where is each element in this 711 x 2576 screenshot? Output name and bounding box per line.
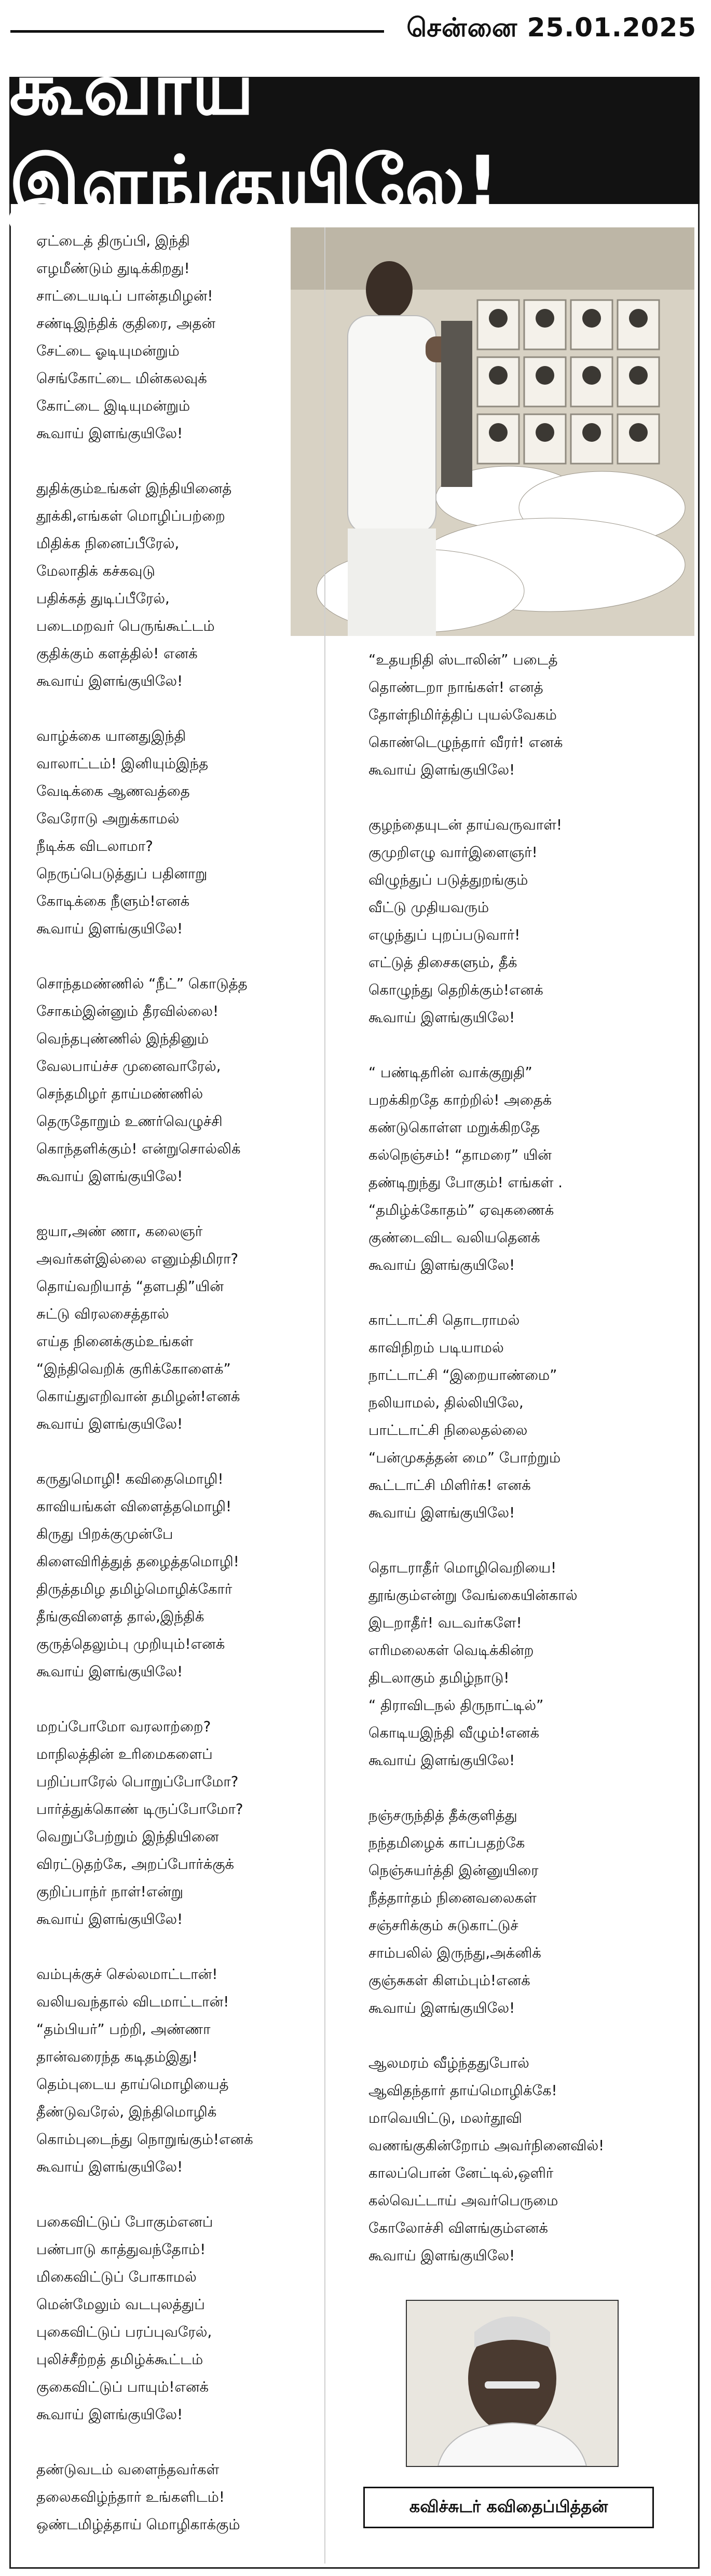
verse-line: குஞ்சுகள் கிளம்பும்!எனக் [368,1972,530,1989]
stanza [36,2208,311,2429]
verse-line: “தம்பியர்” பற்றி, அண்ணா [36,2021,211,2038]
verse-line: கண்டுகொள்ள மறுக்கிறதே [368,1119,540,1136]
verse-line: கருதுமொழி! கவிதைமொழி! [36,1471,224,1487]
verse-line: ஒண்டமிழ்த்தாய் மொழிகாக்கும் [36,2516,240,2533]
verse-line: சோகம்இன்னும் தீரவில்லை! [36,1003,219,1020]
verse-line: பகைவிட்டுப் போகும்எனப் [36,2214,213,2230]
verse-line: கூவாய் இளங்குயிலே! [368,1752,515,1769]
verse-line: மாநிலத்தின் உரிமைகளைப் [36,1746,213,1762]
verse-line: கொழுந்து தெறிக்கும்!எனக் [368,982,543,998]
verse-line: கூட்டாட்சி மிளிர்க! எனக் [368,1477,531,1494]
stanza [36,2456,311,2539]
verse-line: எழமீண்டும் துடிக்கிறது! [36,260,190,277]
verse-line: திடலாகும் தமிழ்நாடு! [368,1670,510,1686]
verse-line: கொடியஇந்தி வீழும்!எனக் [368,1725,540,1741]
verse-line: வேலபாய்ச்ச முனைவாரேல், [36,1058,221,1075]
verse-line: வெறுப்பேற்றும் இந்தியினை [36,1828,219,1845]
stanza [36,1218,311,1438]
verse-line: கிளைவிரித்துத் தழைத்தமொழி! [36,1553,239,1570]
verse-line: நந்தமிழைக் காப்பதற்கே [368,1835,525,1851]
stanza [368,1059,638,1279]
verse-line: கூவாய் இளங்குயிலே! [36,1663,183,1680]
verse-line: பாட்டாட்சி நிலைதல்லை [368,1422,528,1439]
verse-line: தூங்கும்என்று வேங்கையின்கால் [368,1587,578,1604]
verse-line: நாட்டாட்சி “இறையாண்மை” [368,1367,557,1384]
verse-line: காட்டாட்சி தொடராமல் [368,1312,520,1328]
verse-line: குறிப்பாந்ர் நாள்!என்று [36,1883,183,1900]
verse-line: கோலோச்சி விளங்கும்எனக் [368,2220,549,2236]
verse-line: தண்டிறுந்து போகும்! எங்கள் . [368,1174,563,1191]
verse-line: செங்கோட்டை மின்கலவுக் [36,370,207,387]
poem-right-column [368,646,638,2297]
stanza [36,1466,311,1686]
verse-line: கூவாய் இளங்குயிலே! [368,1257,515,1273]
news-photo [291,227,694,636]
verse-line: கோட்டை இடியுமன்றும் [36,398,190,414]
verse-line: “தமிழ்க்கோதம்” ஏவுகணைக் [368,1202,554,1218]
stanza [368,811,638,1032]
verse-line: கூவாய் இளங்குயிலே! [368,2000,515,2016]
verse-line: தொடராதீர் மொழிவெறியை! [368,1560,557,1576]
dateline-text: சென்னை 25.01.2025 [406,12,696,43]
verse-line: புகைவிட்டுப் பரப்புவரேல், [36,2324,212,2340]
verse-line: ஆவிதந்தார் தாய்மொழிக்கே! [368,2082,557,2099]
verse-line: வெந்தபுண்ணில் இந்தினும் [36,1031,209,1047]
verse-line: தெம்புடைய தாய்மொழியைத் [36,2076,229,2093]
verse-line: மிகைவிட்டுப் போகாமல் [36,2269,197,2285]
poem-title: கூவாய் இளங்குயிலே! [9,46,500,225]
verse-line: கூவாய் இளங்குயிலே! [36,425,183,442]
verse-line: குண்டைவிட வலியதெனக் [368,1229,540,1246]
stanza [368,646,638,784]
stanza [36,1961,311,2181]
verse-line: ஐயா,அண் ணா, கலைஞர் [36,1223,203,1240]
verse-line: குதிக்கும் களத்தில்! எனக் [36,645,198,662]
verse-line: சொந்தமண்ணில் “நீட்” கொடுத்த [36,975,248,992]
verse-line: கூவாய் இளங்குயிலே! [36,2406,183,2423]
verse-line: பார்த்துக்கொண் டிருப்போமோ? [36,1801,243,1818]
verse-line: கூவாய் இளங்குயிலே! [368,2247,515,2264]
stanza [36,475,311,695]
verse-line: நெஞ்சுயர்த்தி இன்னுயிரை [368,1862,539,1879]
verse-line: எழுந்துப் புறப்படுவார்! [368,927,521,943]
verse-line: செந்தமிழர் தாய்மண்ணில் [36,1086,203,1102]
verse-line: ஏட்டைத் திருப்பி, இந்தி [36,233,190,249]
verse-line: தூக்கி,எங்கள் மொழிப்பற்றை [36,508,225,524]
verse-line: காலப்பொன் னேட்டில்,ஒளிர் [368,2165,554,2181]
verse-line: பறிப்பாரேல் பொறுப்போமோ? [36,1773,239,1790]
verse-line: தோள்நிமிர்த்திப் புயல்வேகம் [368,707,557,723]
verse-line: தீங்குவிளைத் தால்,இந்திக் [36,1608,204,1625]
stanza [368,1307,638,1527]
stanza [36,723,311,943]
verse-line: தண்டுவடம் வளைந்தவர்கள் [36,2461,220,2478]
verse-line: சேட்டை ஓடியுமன்றும் [36,343,180,359]
verse-line: கொய்துஎறிவான் தமிழன்!எனக் [36,1388,240,1405]
verse-line: நீடிக்க விடலாமா? [36,838,153,855]
poem-left-column [36,227,311,2566]
verse-line: கொம்புடைந்து நொறுங்கும்!எனக் [36,2131,253,2148]
verse-line: பதிக்கத் துடிப்பீரேல், [36,590,170,607]
verse-line: கூவாய் இளங்குயிலே! [368,1504,515,1521]
verse-line: கல்வெட்டாய் அவர்பெருமை [368,2192,558,2209]
verse-line: புலிச்சீற்றத் தமிழ்க்கூட்டம் [36,2351,203,2368]
verse-line: கூவாய் இளங்குயிலே! [36,673,183,689]
verse-line: குழந்தையுடன் தாய்வருவாள்! [368,817,563,833]
verse-line: சாம்பலில் இருந்து,அக்னிக் [368,1945,541,1961]
verse-line: தலைகவிழ்ந்தார் உங்களிடம்! [36,2489,225,2505]
verse-line: தொய்வறியாத் “தளபதி”யின் [36,1278,224,1295]
verse-line: குகைவிட்டுப் பாயும்!எனக் [36,2379,209,2395]
stanza [36,227,311,448]
verse-line: இடறாதீர்! வடவர்களே! [368,1615,522,1631]
verse-line: சண்டிஇந்திக் குதிரை, அதன் [36,315,216,332]
verse-line: குருத்தெலும்பு முறியும்!எனக் [36,1636,225,1652]
verse-line: தான்வரைந்த கடிதம்இது! [36,2049,198,2065]
verse-line: விழுந்துப் படுத்துறங்கும் [368,872,528,888]
verse-line: கொண்டெழுந்தார் வீரர்! எனக் [368,734,563,751]
verse-line: மறப்போமோ வரலாற்றை? [36,1718,211,1735]
verse-line: படைமறவர் பெருங்கூட்டம் [36,618,215,634]
verse-line: ஆலமரம் வீழ்ந்ததுபோல் [368,2055,529,2071]
verse-line: மாவெயிட்டு, மலர்தூவி [368,2110,522,2126]
verse-line: காவிநிறம் படியாமல் [368,1339,504,1356]
verse-line: துதிக்கும்உங்கள் இந்தியினைத் [36,480,232,497]
verse-line: தீண்டுவரேல், இந்திமொழிக் [36,2104,217,2120]
poet-photo [406,2300,619,2467]
verse-line: கிருது பிறக்குமுன்பே [36,1526,173,1542]
stanza [36,1713,311,1933]
verse-line: கூவாய் இளங்குயிலே! [36,920,183,937]
verse-line: கூவாய் இளங்குயிலே! [36,1911,183,1928]
stanza [368,2050,638,2270]
stanza [36,970,311,1190]
verse-line: பறக்கிறதே காற்றில்! அதைக் [368,1092,552,1108]
title-banner [9,46,700,225]
verse-line: தெருதோறும் உணர்வெழுச்சி [36,1113,223,1130]
verse-line: அவர்கள்இல்லை எனும்திமிரா? [36,1251,239,1267]
stanza [368,1554,638,1774]
verse-line: வாழ்க்கை யானதுஇந்தி [36,728,186,744]
verse-line: நஞ்சருந்தித் தீக்குளித்து [368,1807,517,1824]
verse-line: கூவாய் இளங்குயிலே! [368,1009,515,1026]
verse-line: “உதயநிதி ஸ்டாலின்” படைத் [368,652,558,668]
dateline-rule [10,30,384,33]
stanza [368,1802,638,2022]
verse-line: வீட்டு முதியவரும் [368,899,489,916]
column-divider [324,227,325,2564]
verse-line: எய்த நினைக்கும்உங்கள் [36,1333,194,1350]
verse-line: கூவாய் இளங்குயிலே! [368,762,515,778]
verse-line: மிதிக்க நினைப்பீரேல், [36,535,180,552]
verse-line: வேரோடு அறுக்காமல் [36,810,180,827]
dateline [0,9,711,46]
verse-line: திருத்தமிழ தமிழ்மொழிக்கோர் [36,1581,233,1597]
verse-line: கல்நெஞ்சம்! “தாமரை” யின் [368,1147,552,1163]
verse-line: கூவாய் இளங்குயிலே! [36,1416,183,1432]
verse-line: வணங்குகின்றோம் அவர்நினைவில்! [368,2137,605,2154]
verse-line: கூவாய் இளங்குயிலே! [36,1168,183,1185]
verse-line: சஞ்சரிக்கும் சுடுகாட்டுச் [368,1917,518,1934]
verse-line: “ திராவிடநல் திருநாட்டில்” [368,1697,544,1714]
verse-line: தொண்டறா நாங்கள்! எனத் [368,679,543,696]
verse-line: எட்டுத் திசைகளும், தீக் [368,954,517,971]
verse-line: “பன்முகத்தன் மை” போற்றும் [368,1449,561,1466]
verse-line: கொந்தளிக்கும்! என்றுசொல்லிக் [36,1141,241,1157]
verse-line: மேலாதிக் கச்கவுடு [36,563,155,579]
verse-line: “ பண்டிதரின் வாக்குறுதி” [368,1064,532,1081]
verse-line: வேடிக்கை ஆணவத்தை [36,783,190,799]
verse-line: சாட்டையடிப் பான்தமிழன்! [36,288,213,304]
verse-line: வாலாட்டம்! இனியும்இந்த [36,755,209,772]
verse-line: கோடிக்கை நீளும்!எனக் [36,893,190,910]
verse-line: மென்மேலும் வடபுலத்துப் [36,2296,205,2313]
verse-line: காவியங்கள் விளைத்தமொழி! [36,1498,232,1515]
verse-line: நலியாமல், தில்லியிலே, [368,1394,524,1411]
poet-name: கவிச்சுடர் கவிதைப்பித்தன் [363,2487,654,2528]
verse-line: எரிமலைகள் வெடிக்கின்ற [368,1642,534,1659]
verse-line: வம்புக்குச் செல்லமாட்டான்! [36,1966,218,1983]
verse-line: நீத்தார்தம் நினைவலைகள் [368,1890,537,1906]
verse-line: சுட்டு விரலசைத்தால் [36,1306,169,1322]
verse-line: நெருப்பெடுத்துப் பதினாறு [36,865,208,882]
verse-line: கூவாய் இளங்குயிலே! [36,2159,183,2175]
verse-line: குமுறிஎழு வார்இளைஞர்! [368,844,538,861]
verse-line: பண்பாடு காத்துவந்தோம்! [36,2241,206,2258]
verse-line: வலியவந்தால் விடமாட்டான்! [36,1994,229,2010]
verse-line: “இந்திவெறிக் குரிக்கோளைக்” [36,1361,231,1377]
verse-line: விரட்டுதற்கே, அறப்போர்க்குக் [36,1856,235,1873]
